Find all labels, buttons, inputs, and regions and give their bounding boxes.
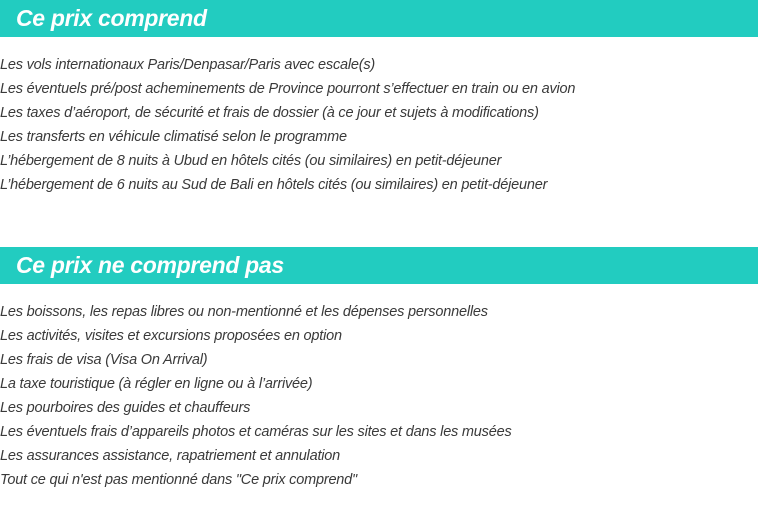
excluded-section-title: Ce prix ne comprend pas bbox=[16, 252, 284, 278]
excluded-item: Les frais de visa (Visa On Arrival) bbox=[0, 352, 208, 368]
excluded-items-list bbox=[0, 300, 512, 492]
excluded-item: Les activités, visites et excursions proposées en option bbox=[0, 328, 342, 344]
included-section-title: Ce prix comprend bbox=[16, 5, 207, 31]
excluded-item: Les boissons, les repas libres ou non-mentionné et les dépenses personnelles bbox=[0, 304, 488, 320]
excluded-item: Les éventuels frais d’appareils photos et caméras sur les sites et dans les musées bbox=[0, 424, 512, 440]
excluded-item: Les assurances assistance, rapatriement et annulation bbox=[0, 448, 341, 464]
excluded-item: Les pourboires des guides et chauffeurs bbox=[0, 400, 251, 416]
included-item: Les vols internationaux Paris/Denpasar/Paris avec escale(s) bbox=[0, 57, 376, 73]
included-item: L’hébergement de 6 nuits au Sud de Bali en hôtels cités (ou similaires) en petit-déjeuner bbox=[0, 177, 548, 193]
included-item: L’hébergement de 8 nuits à Ubud en hôtels cités (ou similaires) en petit-déjeuner bbox=[0, 153, 502, 169]
excluded-item: Tout ce qui n'est pas mentionné dans "Ce prix comprend" bbox=[0, 472, 357, 488]
included-items-list bbox=[0, 53, 575, 197]
excluded-section-header bbox=[0, 247, 758, 284]
excluded-item: La taxe touristique (à régler en ligne ou à l’arrivée) bbox=[0, 376, 313, 392]
included-item: Les transferts en véhicule climatisé selon le programme bbox=[0, 129, 347, 145]
included-item: Les taxes d’aéroport, de sécurité et frais de dossier (à ce jour et sujets à modifications) bbox=[0, 105, 539, 121]
included-section-header bbox=[0, 0, 758, 37]
included-item: Les éventuels pré/post acheminements de Province pourront s’effectuer en train ou en avion bbox=[0, 81, 576, 97]
